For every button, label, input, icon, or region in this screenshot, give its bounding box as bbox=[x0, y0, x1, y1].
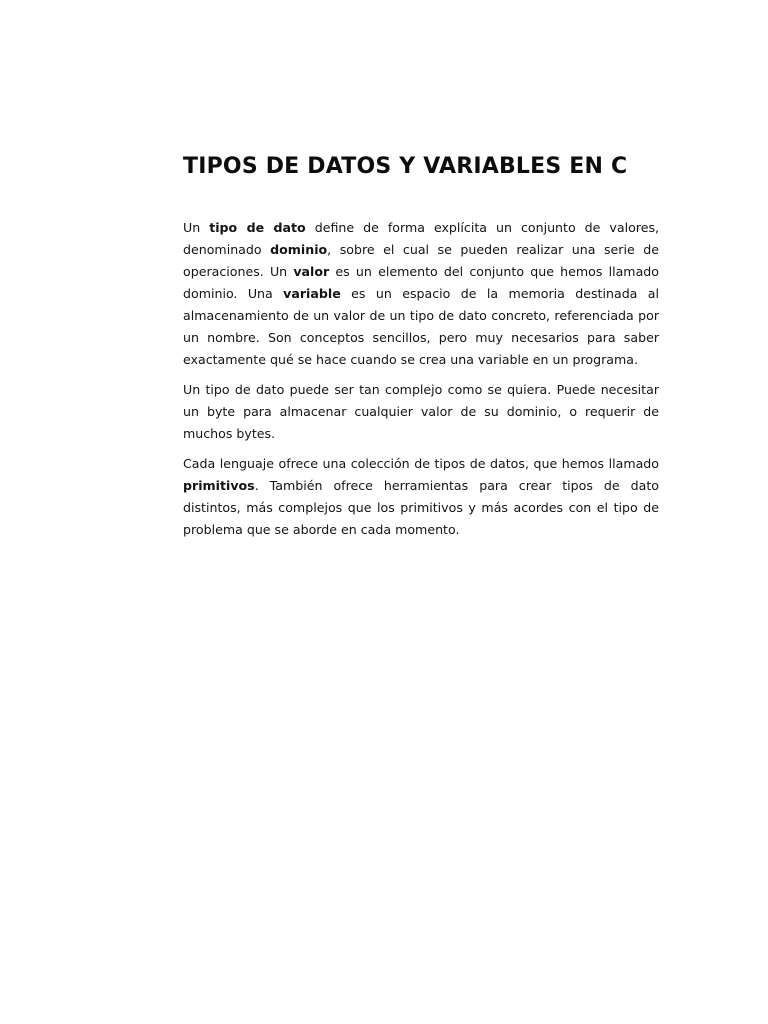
text-segment: Un tipo de dato puede ser tan complejo como se quiera. Puede necesitar un byte para almacenar cualquier valor de su dominio, o requerir de muchos bytes. bbox=[183, 382, 659, 441]
text-segment: es un elemento del conjunto que hemos llamado dominio. Una bbox=[183, 264, 659, 301]
text-segment: es un espacio de la memoria destinada al almacenamiento de un valor de un tipo de dato concreto, referenciada por un nombre. Son conceptos sencillos, pero muy necesarios para saber exactamente qué se hace cuando se crea una variable en un programa. bbox=[183, 286, 660, 367]
paragraph-primitives bbox=[183, 453, 659, 541]
text-segment: Un bbox=[183, 220, 210, 235]
text-segment: define de forma explícita un conjunto de valores, denominado bbox=[183, 220, 660, 257]
document-title: TIPOS DE DATOS Y VARIABLES EN C bbox=[183, 154, 628, 179]
term-primitivos: primitivos bbox=[183, 478, 255, 493]
text-segment: , sobre el cual se pueden realizar una serie de operaciones. Un bbox=[183, 242, 659, 279]
term-variable: variable bbox=[283, 286, 341, 301]
document-body bbox=[183, 217, 659, 549]
term-dominio: dominio bbox=[270, 242, 328, 257]
text-segment: Cada lenguaje ofrece una colección de tipos de datos, que hemos llamado bbox=[183, 456, 659, 471]
paragraph-definitions bbox=[183, 217, 659, 371]
text-segment: . También ofrece herramientas para crear tipos de dato distintos, más complejos que los primitivos y más acordes con el tipo de problema que se aborde en cada momento. bbox=[183, 478, 659, 537]
paragraph-complexity bbox=[183, 379, 659, 445]
term-tipo-de-dato: tipo de dato bbox=[209, 220, 306, 235]
term-valor: valor bbox=[293, 264, 330, 279]
